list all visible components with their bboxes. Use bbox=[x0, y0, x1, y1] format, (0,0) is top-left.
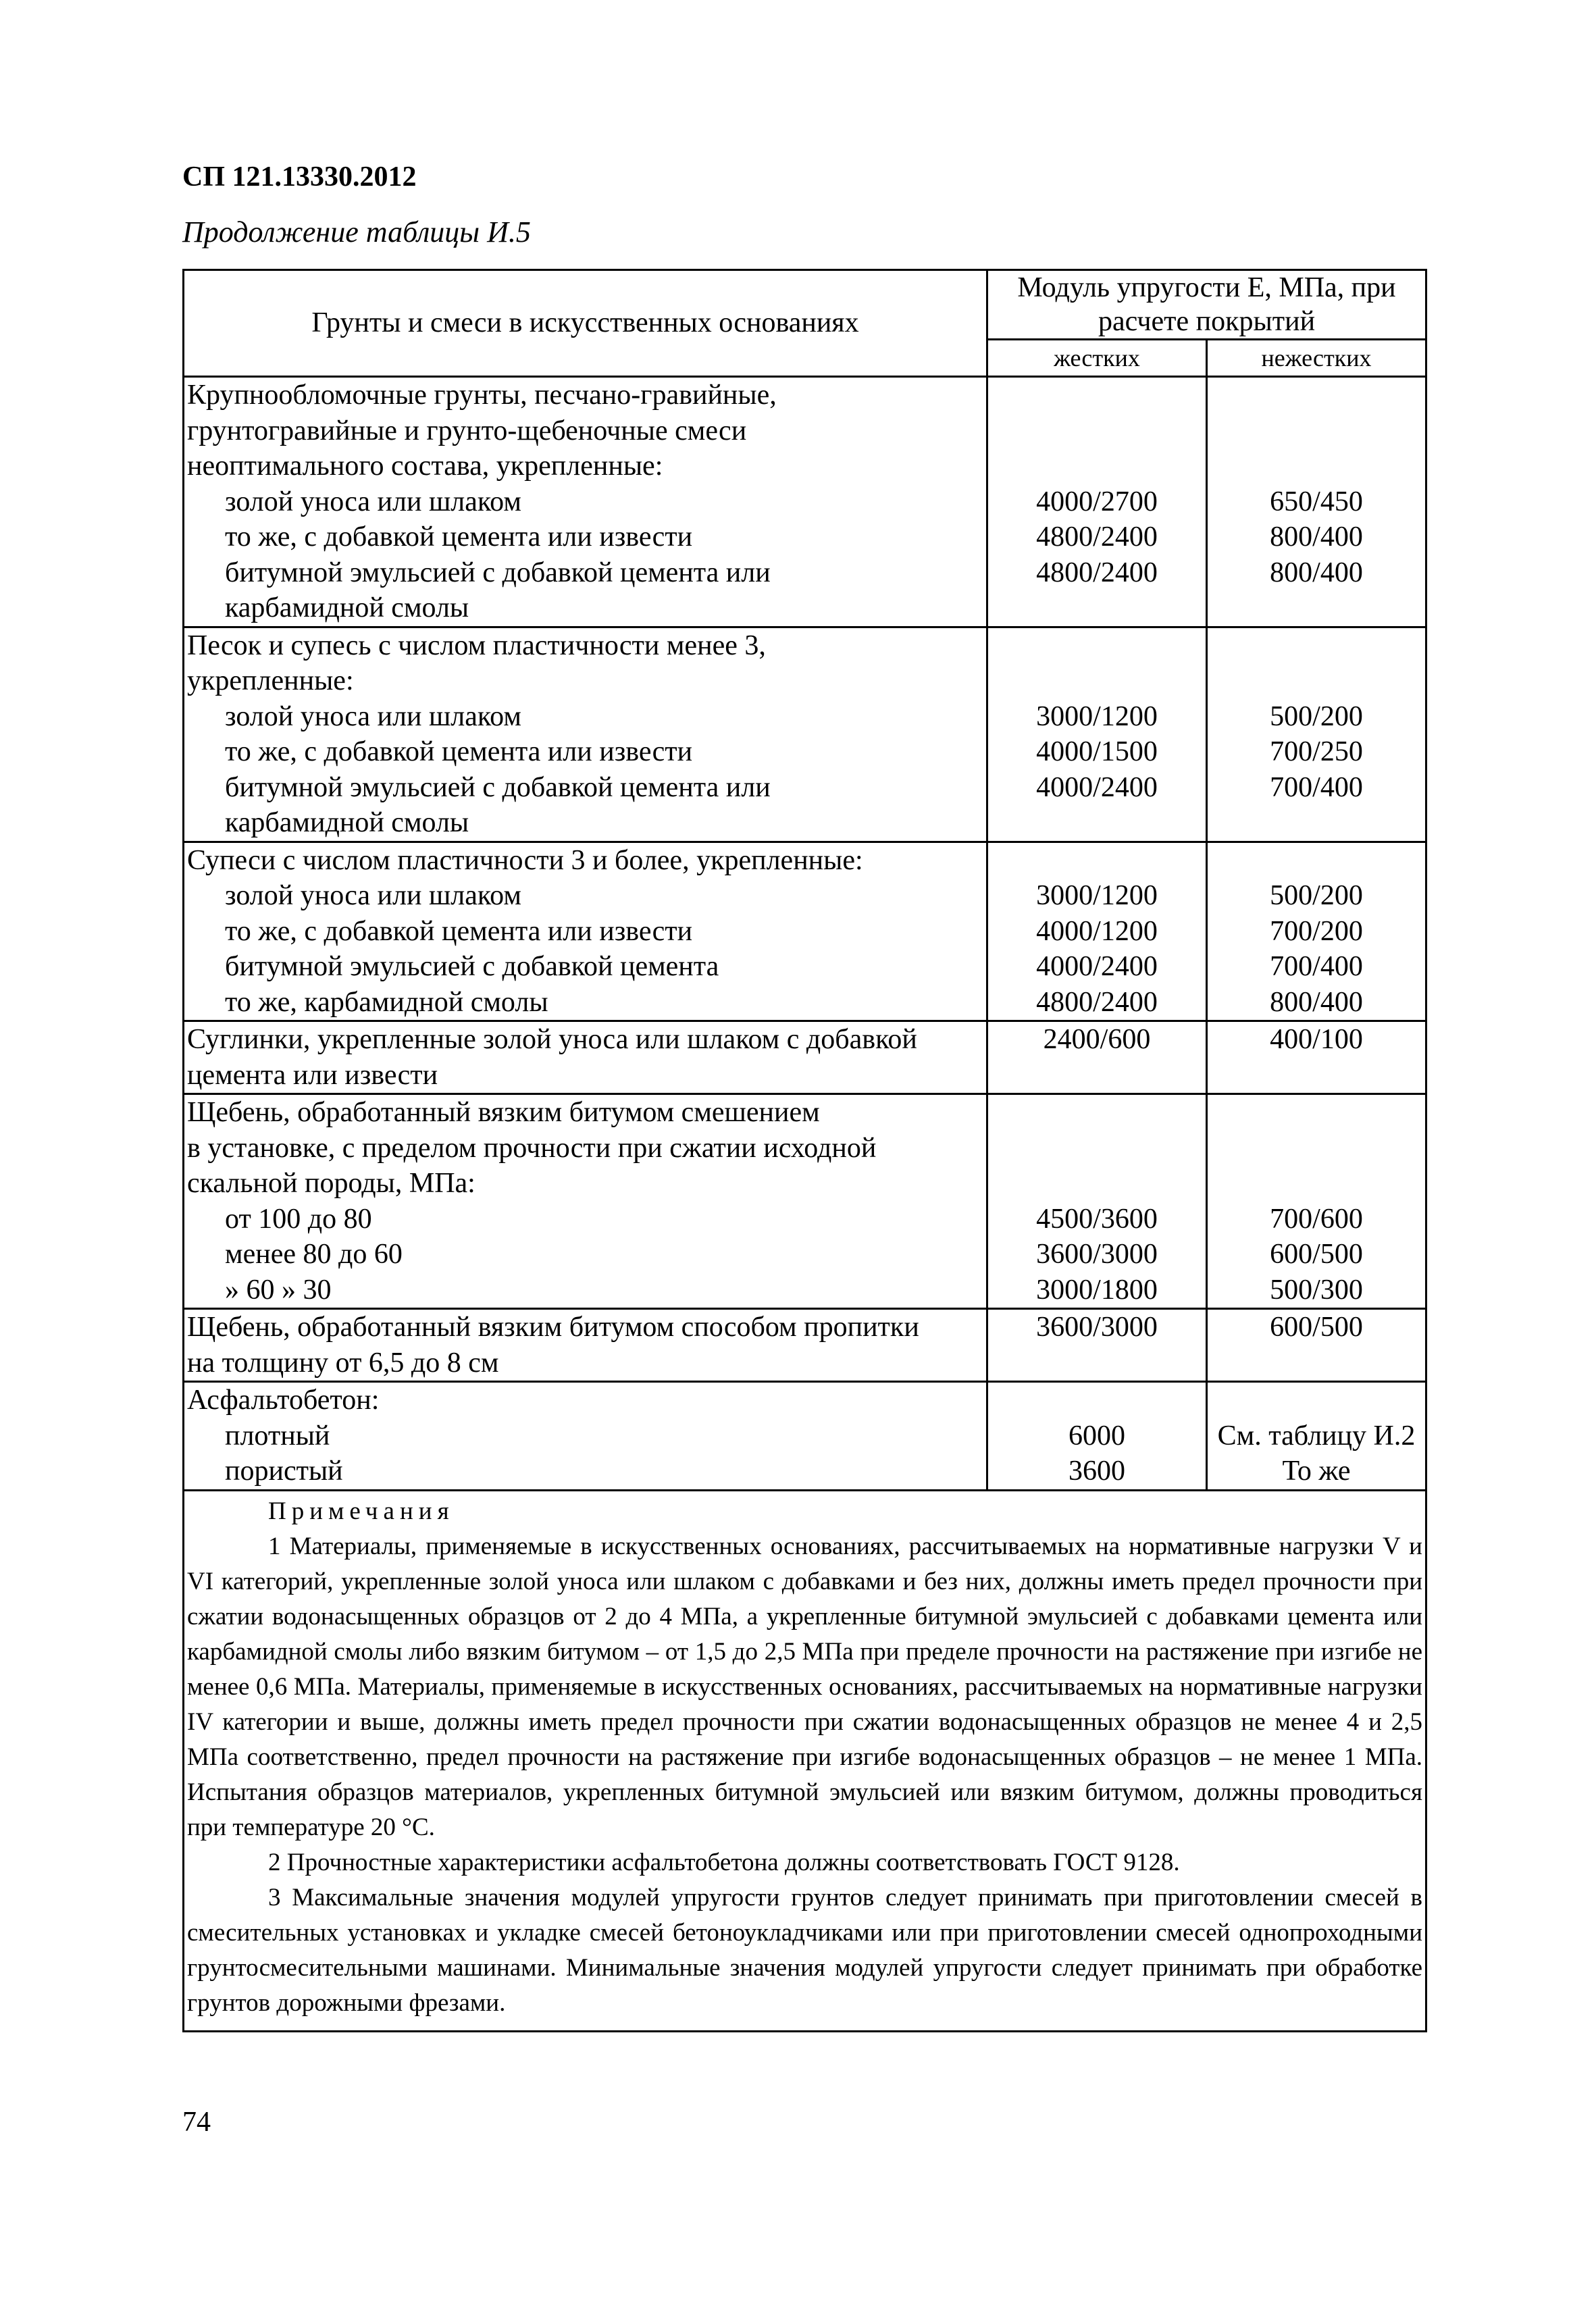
flexible-value: 650/450 bbox=[1270, 486, 1363, 517]
flexible-value bbox=[1208, 413, 1425, 449]
rigid-cell bbox=[987, 377, 1207, 627]
table-row bbox=[184, 627, 1426, 842]
header-flexible: нежестких bbox=[1207, 340, 1426, 377]
rigid-value: 3600/3000 bbox=[1036, 1239, 1158, 1270]
rigid-value bbox=[988, 805, 1206, 841]
rigid-value bbox=[988, 413, 1206, 449]
material-line: золой уноса или шлаком bbox=[225, 880, 521, 911]
rigid-value bbox=[988, 378, 1206, 413]
rigid-value: 4800/2400 bbox=[1036, 986, 1158, 1018]
rigid-value: 4800/2400 bbox=[1036, 557, 1158, 588]
material-line: плотный bbox=[225, 1420, 330, 1451]
material-line: Супеси с числом пластичности 3 и более, укрепленные: bbox=[187, 844, 863, 876]
flexible-value: 700/200 bbox=[1270, 915, 1363, 947]
flexible-value bbox=[1208, 1383, 1425, 1418]
flexible-value bbox=[1208, 1345, 1425, 1381]
material-line: Песок и супесь с числом пластичности менее 3, bbox=[187, 629, 766, 661]
flexible-value bbox=[1208, 663, 1425, 699]
flexible-value: 700/600 bbox=[1270, 1203, 1363, 1235]
rigid-value: 4000/1500 bbox=[1036, 736, 1158, 767]
notes-row bbox=[184, 1490, 1426, 2031]
flexible-value bbox=[1208, 590, 1425, 626]
rigid-cell bbox=[987, 1309, 1207, 1382]
page-number: 74 bbox=[182, 2107, 211, 2138]
rigid-value bbox=[988, 1095, 1206, 1131]
material-line: то же, с добавкой цемента или извести bbox=[225, 736, 693, 767]
flexible-value bbox=[1208, 1166, 1425, 1202]
material-line: грунтогравийные и грунто-щебеночные смеси bbox=[187, 415, 747, 446]
material-line: цемента или извести bbox=[187, 1059, 438, 1091]
flexible-value: 800/400 bbox=[1270, 521, 1363, 552]
header-rigid: жестких bbox=[987, 340, 1207, 377]
rigid-value bbox=[988, 1383, 1206, 1418]
rigid-cell bbox=[987, 842, 1207, 1021]
flexible-value: 700/400 bbox=[1270, 951, 1363, 982]
material-line: Асфальтобетон: bbox=[187, 1385, 380, 1416]
flexible-value: 800/400 bbox=[1270, 986, 1363, 1018]
flexible-value: 500/300 bbox=[1270, 1274, 1363, 1306]
rigid-value bbox=[988, 590, 1206, 626]
material-line: золой уноса или шлаком bbox=[225, 700, 521, 732]
flexible-value: 400/100 bbox=[1270, 1024, 1363, 1055]
rigid-value: 2400/600 bbox=[1043, 1024, 1151, 1055]
rigid-value: 4000/2700 bbox=[1036, 486, 1158, 517]
material-cell bbox=[184, 1382, 987, 1491]
rigid-value: 4000/2400 bbox=[1036, 951, 1158, 982]
material-line: то же, с добавкой цемента или извести bbox=[225, 915, 693, 947]
flexible-cell bbox=[1207, 377, 1426, 627]
material-cell bbox=[184, 377, 987, 627]
table-row bbox=[184, 1021, 1426, 1094]
table-row bbox=[184, 1382, 1426, 1491]
material-line: карбамидной смолы bbox=[225, 592, 469, 623]
rigid-value bbox=[988, 663, 1206, 699]
modulus-table bbox=[182, 269, 1427, 2032]
rigid-value: 3000/1200 bbox=[1036, 880, 1158, 911]
rigid-value bbox=[988, 448, 1206, 484]
header-modulus: Модуль упругости E, МПа, при расчете покрытий bbox=[987, 270, 1426, 340]
rigid-value bbox=[988, 1131, 1206, 1166]
material-line: золой уноса или шлаком bbox=[225, 486, 521, 517]
material-line: Суглинки, укрепленные золой уноса или шлаком с добавкой bbox=[187, 1024, 917, 1055]
flexible-cell bbox=[1207, 1309, 1426, 1382]
flexible-value bbox=[1208, 378, 1425, 413]
flexible-value: То же bbox=[1282, 1456, 1351, 1487]
material-line: битумной эмульсией с добавкой цемента bbox=[225, 951, 719, 982]
notes-title: Примечания bbox=[268, 1497, 455, 1525]
note-item: 1 Материалы, применяемые в искусственных основаниях, рассчитываемых на нормативные нагрузки V и VI категорий, укрепленные золой уноса или шлаком с добавками и без них, должны иметь предел прочности при сжатии водонасыщенных образцов от 2 до 4 МПа, а укрепленные битумной эмульсией с добавками цемента или карбамидной смолы либо вязким битумом – от 1,5 до 2,5 МПа при пределе прочности на растяжение при изгибе не менее 0,6 МПа. Материалы, применяемые в искусственных основаниях, рассчитываемых на нормативные нагрузки IV категории и выше, должны иметь предел прочности при сжатии водонасыщенных образцов не менее 4 и 2,5 МПа соответственно, предел прочности на растяжение при изгибе водонасыщенных образцов – не менее 1 МПа. Испытания образцов материалов, укрепленных битумной эмульсией или вязким битумом, должны проводиться при температуре 20 °С. bbox=[187, 1532, 1422, 1841]
rigid-value bbox=[988, 1166, 1206, 1202]
flexible-cell bbox=[1207, 1021, 1426, 1094]
material-line: битумной эмульсией с добавкой цемента или bbox=[225, 557, 771, 588]
material-cell bbox=[184, 842, 987, 1021]
table-row bbox=[184, 1094, 1426, 1309]
flexible-value bbox=[1208, 1058, 1425, 1094]
material-line: Щебень, обработанный вязким битумом смешением bbox=[187, 1097, 820, 1128]
rigid-value: 3600 bbox=[1069, 1456, 1125, 1487]
document-code: СП 121.13330.2012 bbox=[182, 161, 417, 192]
flexible-value: 700/400 bbox=[1270, 771, 1363, 803]
material-line: в установке, с пределом прочности при сжатии исходной bbox=[187, 1132, 877, 1164]
material-line: от 100 до 80 bbox=[225, 1203, 372, 1235]
material-cell bbox=[184, 627, 987, 842]
flexible-value bbox=[1208, 448, 1425, 484]
flexible-value: 800/400 bbox=[1270, 557, 1363, 588]
flexible-value: 600/500 bbox=[1270, 1312, 1363, 1343]
material-line: на толщину от 6,5 до 8 см bbox=[187, 1347, 499, 1379]
material-cell bbox=[184, 1021, 987, 1094]
rigid-cell bbox=[987, 627, 1207, 842]
note-item: 2 Прочностные характеристики асфальтобетона должны соответствовать ГОСТ 9128. bbox=[268, 1848, 1180, 1876]
rigid-value: 3000/1200 bbox=[1036, 700, 1158, 732]
table-row bbox=[184, 1309, 1426, 1382]
flexible-value: 500/200 bbox=[1270, 700, 1363, 732]
rigid-cell bbox=[987, 1021, 1207, 1094]
note-item: 3 Максимальные значения модулей упругости грунтов следует принимать при приготовлении смесей в смесительных установках и укладке смесей бетоноукладчиками или при приготовлении смесей однопроходными грунтосмесительными машинами. Минимальные значения модулей упругости следует принимать при обработке грунтов дорожными фрезами. bbox=[187, 1883, 1422, 2017]
flexible-value: 500/200 bbox=[1270, 880, 1363, 911]
material-line: Щебень, обработанный вязким битумом способом пропитки bbox=[187, 1312, 919, 1343]
flexible-value: 700/250 bbox=[1270, 736, 1363, 767]
rigid-value: 4800/2400 bbox=[1036, 521, 1158, 552]
flexible-value bbox=[1208, 628, 1425, 664]
flexible-value: См. таблицу И.2 bbox=[1217, 1420, 1416, 1451]
material-line: укрепленные: bbox=[187, 665, 354, 696]
table-row bbox=[184, 842, 1426, 1021]
rigid-value: 4500/3600 bbox=[1036, 1203, 1158, 1235]
rigid-value: 4000/2400 bbox=[1036, 771, 1158, 803]
rigid-value bbox=[988, 1345, 1206, 1381]
rigid-value bbox=[988, 628, 1206, 664]
material-line: Крупнообломочные грунты, песчано-гравийные, bbox=[187, 380, 777, 411]
rigid-cell bbox=[987, 1094, 1207, 1309]
flexible-value bbox=[1208, 805, 1425, 841]
flexible-value bbox=[1208, 1095, 1425, 1131]
rigid-value bbox=[988, 1058, 1206, 1094]
material-line: скальной породы, МПа: bbox=[187, 1168, 475, 1199]
notes-cell bbox=[184, 1490, 1426, 2031]
table-caption: Продолжение таблицы И.5 bbox=[182, 215, 531, 249]
flexible-cell bbox=[1207, 627, 1426, 842]
rigid-value: 3000/1800 bbox=[1036, 1274, 1158, 1306]
material-line: неоптимального состава, укрепленные: bbox=[187, 451, 663, 482]
material-line: то же, с добавкой цемента или извести bbox=[225, 521, 693, 552]
material-cell bbox=[184, 1309, 987, 1382]
material-line: » 60 » 30 bbox=[225, 1274, 332, 1306]
rigid-cell bbox=[987, 1382, 1207, 1491]
rigid-value: 6000 bbox=[1069, 1420, 1125, 1451]
material-cell bbox=[184, 1094, 987, 1309]
rigid-value: 4000/1200 bbox=[1036, 915, 1158, 947]
flexible-value: 600/500 bbox=[1270, 1239, 1363, 1270]
table-header-row bbox=[184, 270, 1426, 340]
material-line: пористый bbox=[225, 1456, 343, 1487]
flexible-value bbox=[1208, 1131, 1425, 1166]
rigid-value bbox=[988, 843, 1206, 879]
flexible-cell bbox=[1207, 1094, 1426, 1309]
flexible-cell bbox=[1207, 842, 1426, 1021]
material-line: то же, карбамидной смолы bbox=[225, 986, 548, 1018]
material-line: карбамидной смолы bbox=[225, 807, 469, 838]
flexible-cell bbox=[1207, 1382, 1426, 1491]
rigid-value: 3600/3000 bbox=[1036, 1312, 1158, 1343]
table-row bbox=[184, 377, 1426, 627]
flexible-value bbox=[1208, 843, 1425, 879]
material-line: менее 80 до 60 bbox=[225, 1239, 403, 1270]
material-line: битумной эмульсией с добавкой цемента или bbox=[225, 771, 771, 803]
header-materials: Грунты и смеси в искусственных основаниях bbox=[184, 270, 987, 377]
